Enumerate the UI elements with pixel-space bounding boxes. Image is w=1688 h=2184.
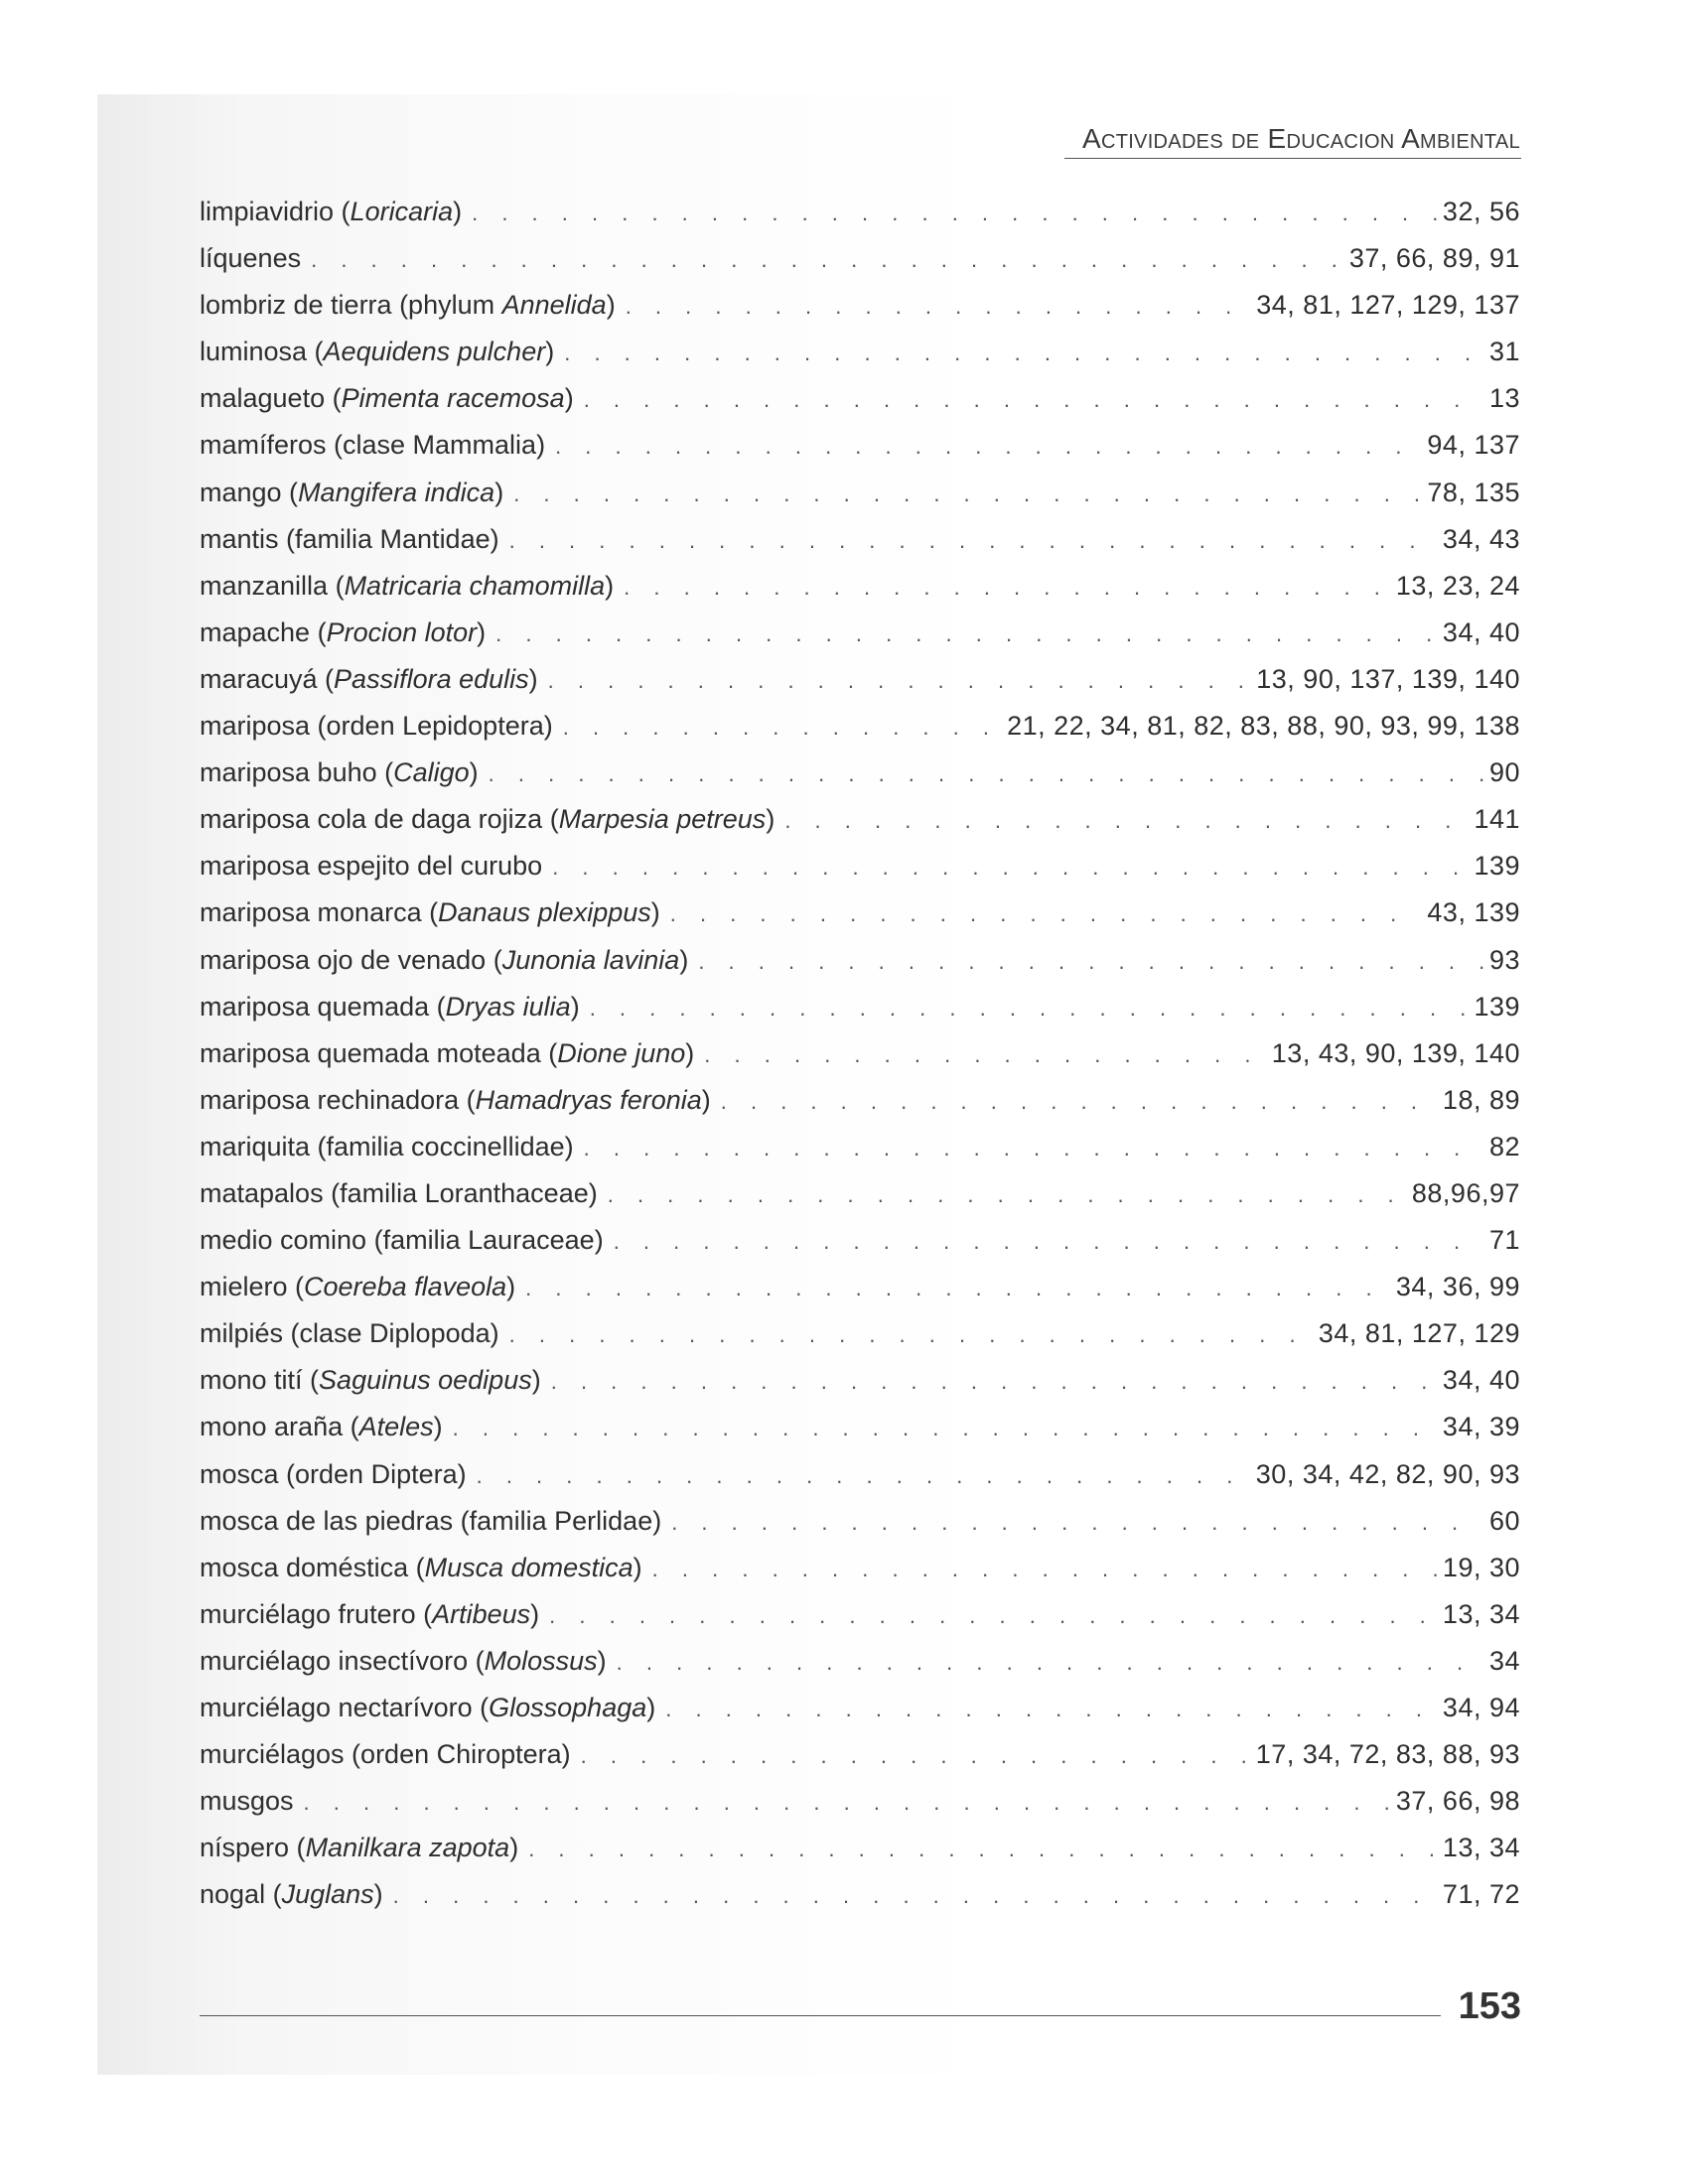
entry-pages: 90 <box>1488 757 1520 788</box>
dot-leader <box>671 1510 1483 1536</box>
entry-term: mosca de las piedras (familia Perlidae) <box>200 1505 662 1536</box>
entry-pages: 34, 39 <box>1442 1412 1520 1442</box>
entry-pages: 88,96,97 <box>1411 1177 1520 1208</box>
dot-leader <box>665 1697 1437 1722</box>
index-entry <box>200 197 1520 243</box>
dot-leader <box>513 481 1421 507</box>
index-entry <box>200 1693 1520 1739</box>
index-entry <box>200 243 1520 290</box>
index-entry <box>200 1506 1520 1553</box>
dot-leader <box>393 1883 1437 1909</box>
index-list <box>200 197 1520 1926</box>
entry-term: limpiavidrio (Loricaria) <box>200 197 463 226</box>
index-entry <box>200 1038 1520 1085</box>
entry-pages: 60 <box>1488 1505 1520 1536</box>
entry-term: lombriz de tierra (phylum Annelida) <box>200 290 616 321</box>
dot-leader <box>525 1276 1390 1301</box>
index-entry <box>200 1459 1520 1506</box>
entry-pages: 43, 139 <box>1427 897 1520 928</box>
dot-leader <box>581 1743 1250 1769</box>
dot-leader <box>555 434 1421 460</box>
entry-term: murciélago frutero (Artibeus) <box>200 1598 540 1629</box>
entry-pages: 13, 43, 90, 139, 140 <box>1271 1037 1520 1068</box>
entry-term: milpiés (clase Diplopoda) <box>200 1318 499 1349</box>
index-entry <box>200 1132 1520 1178</box>
entry-pages: 18, 89 <box>1442 1084 1520 1115</box>
entry-term: malagueto (Pimenta racemosa) <box>200 383 574 414</box>
dot-leader <box>608 1182 1406 1208</box>
entry-term: nogal (Juglans) <box>200 1879 383 1910</box>
entry-pages: 78, 135 <box>1427 477 1520 507</box>
entry-term: mielero (Coereba flaveola) <box>200 1272 516 1302</box>
entry-term: mariposa ojo de venado (Junonia lavinia) <box>200 944 689 975</box>
dot-leader <box>548 668 1251 694</box>
dot-leader <box>704 1042 1265 1068</box>
index-entry <box>200 1599 1520 1646</box>
entry-pages: 82 <box>1488 1131 1520 1161</box>
entry-term: mango (Mangifera indica) <box>200 477 504 507</box>
entry-term: mapache (Procion lotor) <box>200 616 487 647</box>
entry-term: mariquita (familia coccinellidae) <box>200 1131 574 1161</box>
entry-pages: 13, 34 <box>1442 1833 1520 1863</box>
index-entry <box>200 1225 1520 1272</box>
entry-term: murciélago insectívoro (Molossus) <box>200 1645 607 1676</box>
index-entry <box>200 1318 1520 1365</box>
index-entry <box>200 571 1520 617</box>
dot-leader <box>590 996 1469 1022</box>
entry-term: medio comino (familia Lauraceae) <box>200 1225 604 1256</box>
index-entry <box>200 1739 1520 1786</box>
dot-leader <box>614 1229 1483 1255</box>
footer-rule <box>200 2015 1441 2016</box>
entry-pages: 34, 81, 127, 129, 137 <box>1256 290 1520 321</box>
index-entry <box>200 945 1520 992</box>
entry-pages: 34, 81, 127, 129 <box>1318 1318 1520 1349</box>
index-entry <box>200 430 1520 477</box>
entry-pages: 34, 94 <box>1442 1693 1520 1722</box>
index-entry <box>200 383 1520 430</box>
index-entry <box>200 1646 1520 1693</box>
entry-pages: 34, 40 <box>1442 616 1520 647</box>
index-entry <box>200 1365 1520 1412</box>
entry-term: mariposa espejito del curubo <box>200 851 543 882</box>
dot-leader <box>626 294 1251 320</box>
entry-pages: 13, 90, 137, 139, 140 <box>1256 663 1520 694</box>
entry-pages: 71, 72 <box>1442 1879 1520 1910</box>
index-entry <box>200 1879 1520 1926</box>
index-entry <box>200 757 1520 804</box>
entry-term: mosca (orden Diptera) <box>200 1458 467 1489</box>
entry-term: musgos <box>200 1786 294 1817</box>
index-entry <box>200 1833 1520 1879</box>
entry-pages: 141 <box>1474 804 1520 835</box>
dot-leader <box>495 621 1437 647</box>
entry-term: mariposa quemada moteada (Dione juno) <box>200 1037 695 1068</box>
dot-leader <box>489 761 1483 787</box>
index-entry <box>200 478 1520 524</box>
index-entry <box>200 897 1520 944</box>
dot-leader <box>477 1463 1250 1489</box>
dot-leader <box>453 1416 1437 1441</box>
entry-pages: 34, 36, 99 <box>1395 1272 1520 1302</box>
entry-pages: 34, 43 <box>1442 523 1520 554</box>
index-entry <box>200 992 1520 1038</box>
index-entry <box>200 711 1520 757</box>
index-entry <box>200 1178 1520 1225</box>
dot-leader <box>563 715 1001 741</box>
index-entry <box>200 804 1520 851</box>
index-entry <box>200 1085 1520 1132</box>
entry-term: mariposa monarca (Danaus plexippus) <box>200 897 660 928</box>
entry-term: mosca doméstica (Musca domestica) <box>200 1552 642 1582</box>
entry-term: maracuyá (Passiflora edulis) <box>200 663 538 694</box>
entry-pages: 93 <box>1488 944 1520 975</box>
dot-leader <box>509 1322 1313 1348</box>
dot-leader <box>304 1790 1390 1816</box>
entry-term: mantis (familia Mantidae) <box>200 523 499 554</box>
index-entry <box>200 337 1520 383</box>
dot-leader <box>784 808 1468 834</box>
entry-term: mamíferos (clase Mammalia) <box>200 430 546 461</box>
index-entry <box>200 1553 1520 1599</box>
entry-term: mono araña (Ateles) <box>200 1412 443 1442</box>
dot-leader <box>617 1650 1483 1676</box>
entry-term: mariposa cola de daga rojiza (Marpesia petreus) <box>200 804 775 835</box>
entry-pages: 21, 22, 34, 81, 82, 83, 88, 90, 93, 99, 138 <box>1007 711 1520 742</box>
dot-leader <box>624 575 1390 601</box>
entry-term: mariposa rechinadora (Hamadryas feronia) <box>200 1084 711 1115</box>
entry-term: murciélagos (orden Chiroptera) <box>200 1739 571 1770</box>
entry-term: líquenes <box>200 243 302 274</box>
index-entry <box>200 524 1520 571</box>
index-entry <box>200 617 1520 664</box>
dot-leader <box>721 1089 1437 1115</box>
dot-leader <box>472 201 1437 226</box>
entry-term: níspero (Manilkara zapota) <box>200 1833 519 1863</box>
entry-term: mariposa quemada (Dryas iulia) <box>200 991 580 1022</box>
entry-term: mono tití (Saguinus oedipus) <box>200 1365 541 1396</box>
dot-leader <box>670 901 1422 927</box>
running-header: Actividades de Educacion Ambiental <box>1081 123 1520 154</box>
entry-pages: 139 <box>1474 991 1520 1022</box>
entry-pages: 34, 40 <box>1442 1365 1520 1396</box>
entry-pages: 31 <box>1488 337 1520 367</box>
entry-pages: 37, 66, 89, 91 <box>1348 243 1520 274</box>
entry-term: murciélago nectarívoro (Glossophaga) <box>200 1693 656 1722</box>
entry-pages: 71 <box>1488 1225 1520 1256</box>
index-entry <box>200 1272 1520 1318</box>
entry-pages: 13, 34 <box>1442 1598 1520 1629</box>
entry-pages: 32, 56 <box>1442 197 1520 226</box>
index-entry <box>200 664 1520 711</box>
dot-leader <box>528 1837 1437 1862</box>
dot-leader <box>584 1136 1483 1161</box>
entry-pages: 139 <box>1474 851 1520 882</box>
index-entry <box>200 1412 1520 1458</box>
entry-pages: 34 <box>1488 1645 1520 1676</box>
entry-pages: 13 <box>1488 383 1520 414</box>
entry-term: mariposa buho (Caligo) <box>200 757 479 788</box>
dot-leader <box>698 949 1483 975</box>
dot-leader <box>552 855 1468 881</box>
dot-leader <box>564 341 1483 366</box>
page-number: 153 <box>1458 1985 1521 2027</box>
index-entry <box>200 1786 1520 1833</box>
dot-leader <box>652 1557 1437 1582</box>
header-rule <box>1064 158 1521 159</box>
entry-term: mariposa (orden Lepidoptera) <box>200 711 553 742</box>
index-entry <box>200 290 1520 337</box>
entry-pages: 37, 66, 98 <box>1395 1786 1520 1817</box>
entry-pages: 19, 30 <box>1442 1552 1520 1582</box>
entry-term: manzanilla (Matricaria chamomilla) <box>200 570 615 601</box>
dot-leader <box>584 387 1483 413</box>
dot-leader <box>509 528 1437 554</box>
dot-leader <box>549 1603 1437 1629</box>
entry-term: luminosa (Aequidens pulcher) <box>200 337 555 367</box>
entry-pages: 94, 137 <box>1427 430 1520 461</box>
dot-leader <box>311 247 1343 273</box>
index-entry <box>200 851 1520 897</box>
entry-pages: 30, 34, 42, 82, 90, 93 <box>1255 1458 1520 1489</box>
entry-pages: 17, 34, 72, 83, 88, 93 <box>1255 1739 1520 1770</box>
dot-leader <box>551 1369 1437 1395</box>
entry-pages: 13, 23, 24 <box>1395 570 1520 601</box>
entry-term: matapalos (familia Loranthaceae) <box>200 1177 598 1208</box>
